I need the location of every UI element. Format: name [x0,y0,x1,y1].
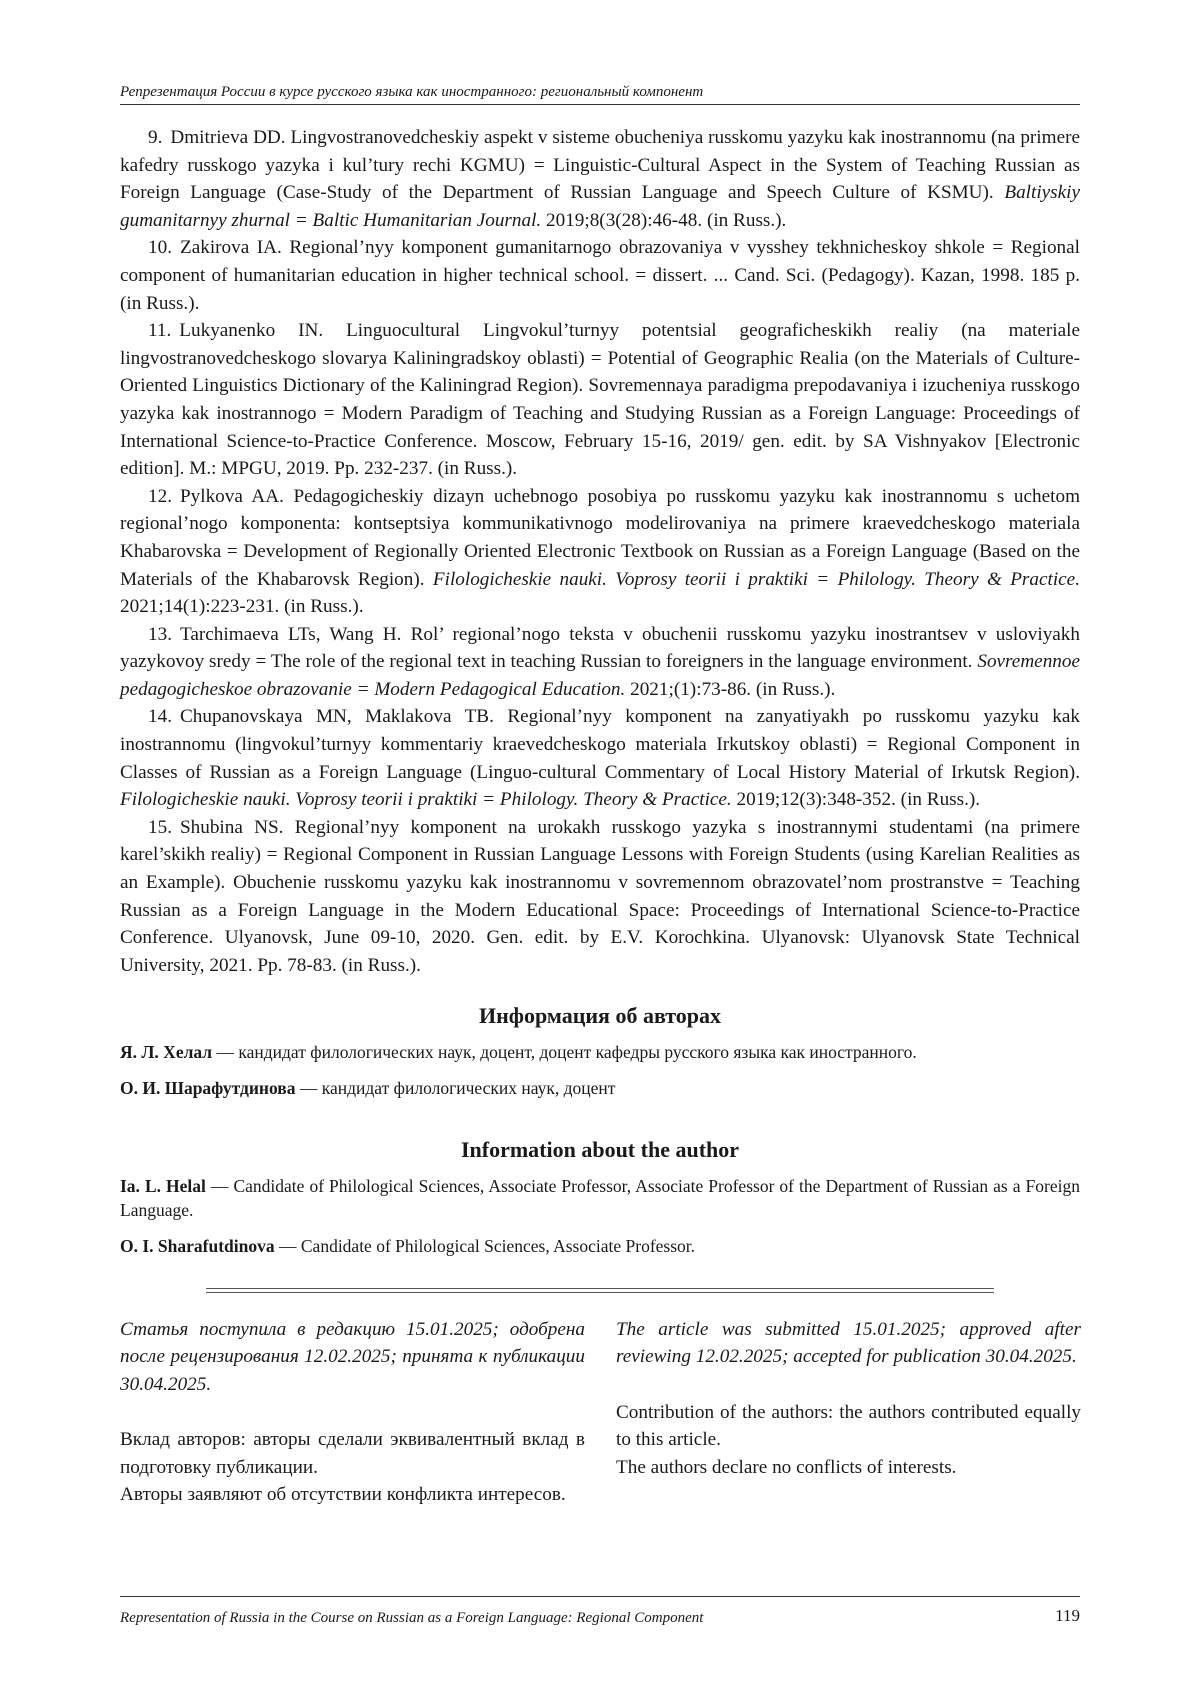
reference-item [120,814,1080,980]
footer-rule [120,1596,1080,1597]
reference-number: 9. [148,127,163,148]
reference-item [120,483,1080,621]
reference-number: 14. [148,706,172,728]
page-number: 119 [1055,1606,1080,1625]
reference-number: 15. [148,816,172,838]
author-name: O. I. Sharafutdinova [120,1236,275,1256]
reference-journal: Filologicheskie nauki. Voprosy teorii i praktiki = Philology. Theory & Practice. [432,568,1080,590]
author-name: Я. Л. Хелал [120,1042,213,1062]
running-header: Репрезентация России в курсе русского языка как иностранного: региональный компонент [120,84,704,100]
authors-info-title-en: Information about the author [460,1137,740,1162]
author-name: Ia. L. Helal [120,1176,206,1196]
article-dates-en: The article was submitted 15.01.2025; approved after reviewing 12.02.2025; accepted for publication 30.04.2025. [616,1319,1081,1368]
contribution-ru: Вклад авторов: авторы сделали эквивалентный вклад в подготовку публикации. [120,1429,585,1478]
reference-text: Shubina NS. Regional’nyy komponent na urokakh russkogo yazyka s inostrannymi studentami (na primere karel’skikh realiy) = Regional Component in Russian Language Lessons with Foreign Students (using Karelian Realities as an Example). Obuchenie russkomu yazyku kak inostrannomu v sovremennom obrazovatel’nom prostranstve = Teaching Russian as a Foreign Language in the Modern Educational Space: Proceedings of International Science-to-Practice Conference. Ulyanovsk, June 09-10, 2020. Gen. edit. by E.V. Korochkina. Ulyanovsk: Ulyanovsk State Technical University, 2021. Pp. 78-83. (in Russ.). [120,816,1080,976]
reference-journal: Filologicheskie nauki. Voprosy teorii i praktiki = Philology. Theory & Practice. [120,789,732,811]
author-entry-en [120,1174,1080,1222]
reference-details: 2021;(1):73-86. (in Russ.). [625,678,836,700]
reference-number: 12. [148,485,172,507]
reference-text: Pylkova AA. Pedagogicheskiy dizayn uchebnogo posobiya po russkomu yazyku kak inostrannomu s uchetom regional’nogo komponenta: kontseptsiya kommunikativnogo modelirovaniya na primere kraevedcheskogo materiala Khabarovska = Development of Regionally Oriented Electronic Textbook on Russian as a Foreign Language (Based on the Materials of the Khabarovsk Region). [120,485,1080,590]
author-entry-ru [120,1040,1080,1064]
contribution-en: Contribution of the authors: the authors contributed equally to this article. [616,1401,1081,1451]
conflict-en: The authors declare no conflicts of interests. [616,1456,957,1478]
section-divider [206,1288,994,1293]
author-description: — Candidate of Philological Sciences, Associate Professor. [274,1236,696,1256]
header-rule [120,104,1080,105]
reference-list [120,124,1080,979]
author-name: О. И. Шарафутдинова [120,1078,296,1098]
reference-number: 10. [148,237,172,259]
reference-text: Chupanovskaya MN, Maklakova TB. Regional’nyy komponent na zanyatiyakh po russkomu yazyku kak inostrannomu (lingvokul’turnyy kommentariy kraevedcheskogo materiala Irkutskoy oblasti) = Regional Component in Classes of Russian as a Foreign Language (Linguo-cultural Commentary of Local History Material of Irkutsk Region). [120,706,1080,783]
reference-number: 11. [148,320,172,342]
reference-item [120,234,1080,317]
reference-details: 2021;14(1):223-231. (in Russ.). [120,596,364,618]
reference-details: 2019;12(3):348-352. (in Russ.). [731,789,981,811]
author-description: — кандидат филологических наук, доцент [295,1078,616,1098]
reference-item [120,317,1080,483]
running-footer: Representation of Russia in the Course on Russian as a Foreign Language: Regional Component [120,1610,704,1626]
article-dates-ru: Статья поступила в редакцию 15.01.2025; одобрена после рецензирования 12.02.2025; принята к публикации 30.04.2025. [120,1319,585,1395]
conflict-ru: Авторы заявляют об отсутствии конфликта интересов. [120,1484,566,1506]
reference-item [120,124,1080,234]
author-description: — Candidate of Philological Sciences, Associate Professor, Associate Professor of the Department of Russian as a Foreign Language. [120,1176,1080,1220]
reference-item [120,703,1080,813]
reference-text: Zakirova IA. Regional’nyy komponent gumanitarnogo obrazovaniya v vysshey tekhnicheskoy shkole = Regional component of humanitarian education in higher technical school. = dissert. ... Cand. Sci. (Pedagogy). Kazan, 1998. 185 p. (in Russ.). [120,237,1080,314]
author-entry-ru [120,1076,1080,1100]
reference-text: Tarchimaeva LTs, Wang H. Rol’ regional’nogo teksta v obuchenii russkomu yazyku inostrantsev v usloviyakh yazykovoy sredy = The role of the regional text in teaching Russian to foreigners in the language environment. [120,623,1080,673]
author-entry-en [120,1234,1080,1258]
reference-number: 13. [148,623,172,645]
author-description: — кандидат филологических наук, доцент, доцент кафедры русского языка как иностранного. [212,1042,917,1062]
reference-details: 2019;8(3(28):46-48. (in Russ.). [541,209,787,231]
reference-text: Dmitrieva DD. Lingvostranovedcheskiy aspekt v sisteme obucheniya russkomu yazyku kak inostrannomu (na primere kafedry russkogo yazyka i kul’tury rechi KGMU) = Linguistic-Cultural Aspect in the System of Teaching Russian as Foreign Language (Case-Study of the Department of Russian Language and Speech Culture of KSMU). [120,127,1080,204]
reference-journal: Baltiyskiy gumanitarnyy zhurnal = Baltic Humanitarian Journal. [120,182,1080,231]
authors-info-title-ru: Информация об авторах [478,1003,722,1028]
article-info-en [616,1316,1081,1481]
reference-item [120,621,1080,704]
article-info-ru [120,1316,585,1508]
reference-text: Lukyanenko IN. Linguocultural Lingvokul’turnyy potentsial geograficheskikh realiy (na materiale lingvostranovedcheskogo slovarya Kaliningradskoy oblasti) = Potential of Geographic Realia (on the Materials of Culture-Oriented Linguistics Dictionary of the Kaliningrad Region). Sovremennaya paradigma prepodavaniya i izucheniya russkogo yazyka kak inostrannogo = Modern Paradigm of Teaching and Studying Russian as a Foreign Language: Proceedings of International Science-to-Practice Conference. Moscow, February 15-16, 2019/ gen. edit. by SA Vishnyakov [Electronic edition]. M.: MPGU, 2019. Pp. 232-237. (in Russ.). [120,320,1080,480]
reference-journal: Sovremennoe pedagogicheskoe obrazovanie = Modern Pedagogical Education. [120,651,1080,700]
